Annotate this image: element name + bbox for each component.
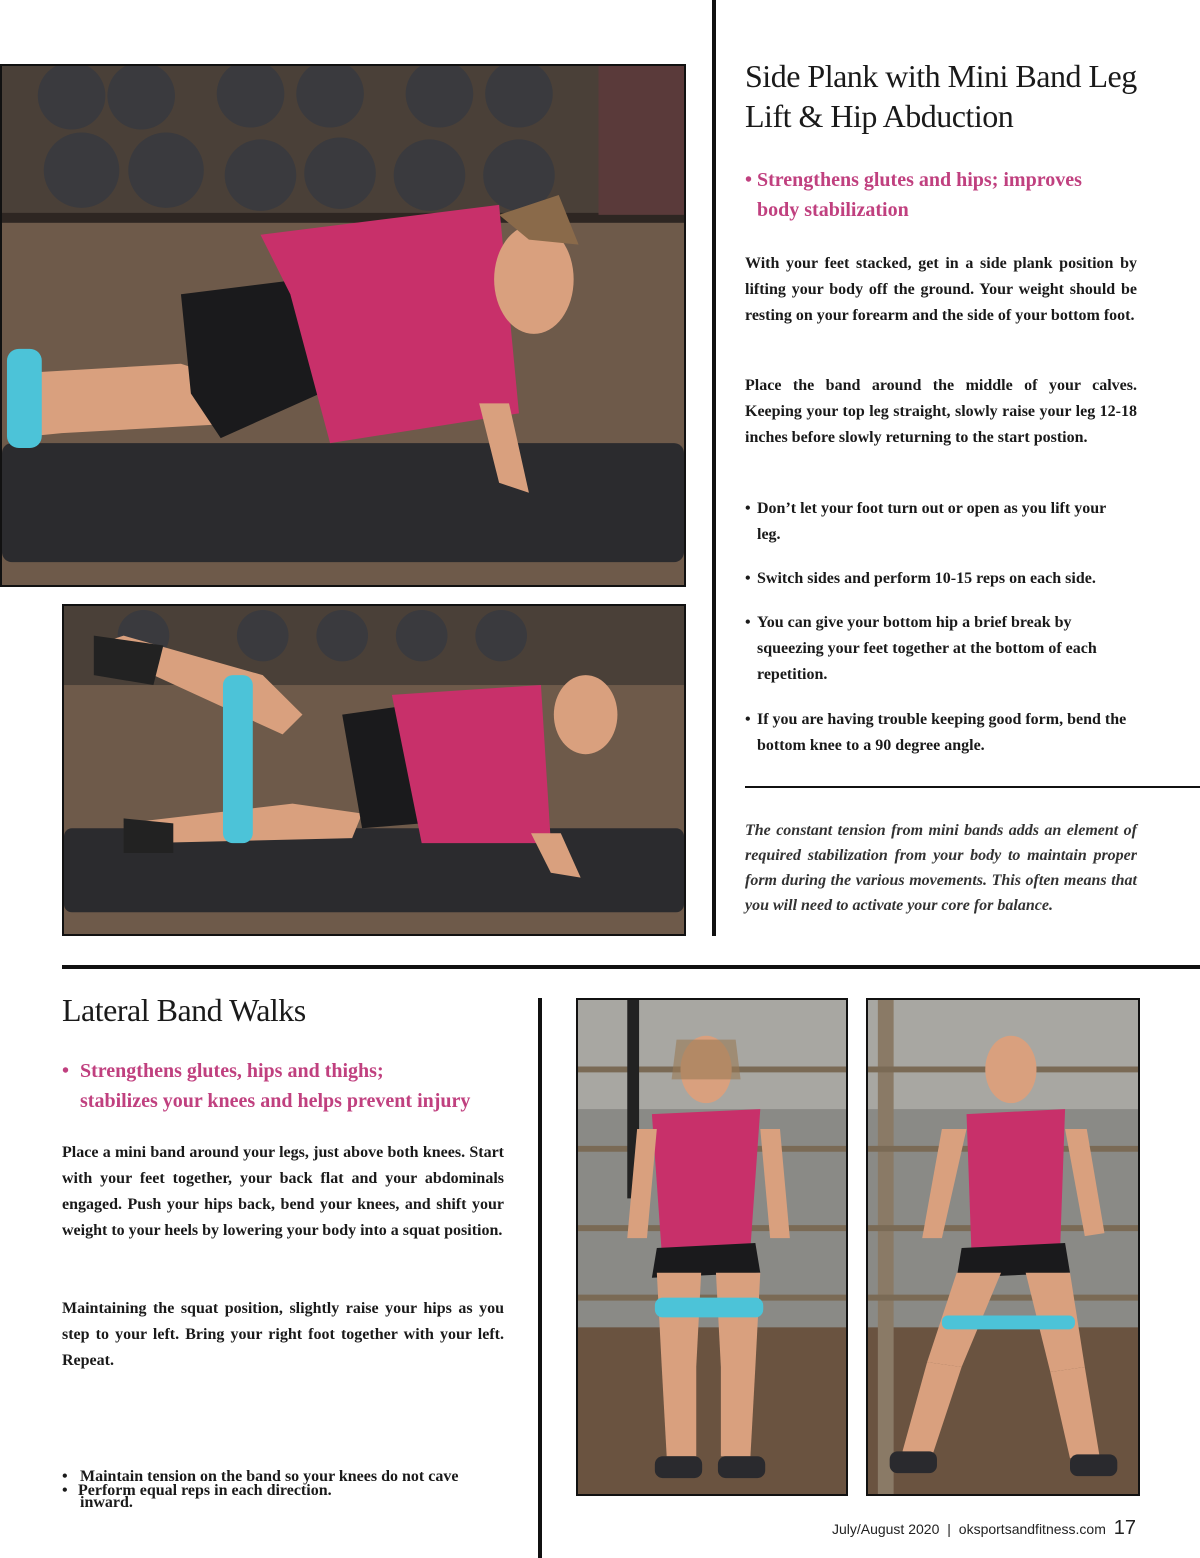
bullet-dot: • <box>62 1482 68 1499</box>
side-plank-tip-text: You can give your bottom hip a brief break by squeezing your feet together at the bottom of each repetition. <box>757 614 1097 683</box>
bullet-dot: • <box>745 711 751 728</box>
side-plank-tip <box>745 610 1137 688</box>
footer-site: oksportsandfitness.com <box>958 1521 1106 1537</box>
side-plank-tip <box>745 566 1145 592</box>
lateral-walks-benefit-line1: Strengthens glutes, hips and thighs; <box>80 1060 384 1082</box>
bullet-dot: • <box>745 614 751 631</box>
lateral-walk-photo-start <box>576 998 848 1496</box>
side-plank-title <box>745 56 1175 136</box>
side-plank-tip-text: Switch sides and perform 10-15 reps on each side. <box>757 570 1096 587</box>
lateral-walks-instructions-2: Maintaining the squat position, slightly raise your hips as you step to your left. Bring your right foot together with your left. Repeat. <box>62 1300 504 1369</box>
column-divider-top <box>712 0 716 936</box>
bullet-dot: • <box>745 500 751 517</box>
note-divider <box>745 786 1200 788</box>
lateral-walks-tip-text: Perform equal reps in each direction. <box>78 1482 332 1499</box>
footer-issue: July/August 2020 <box>831 1521 940 1537</box>
side-plank-benefit-line1: Strengthens glutes and hips; improves <box>757 169 1082 191</box>
lateral-walk-photo-step <box>866 998 1140 1496</box>
lateral-walks-tip <box>62 1478 504 1504</box>
bullet-dot: • <box>62 1060 70 1082</box>
bullet-dot: • <box>62 1468 68 1485</box>
side-plank-benefit-line2: body stabilization <box>757 199 909 221</box>
side-plank-title-line1: Side Plank with Mini Band Leg <box>745 58 1137 94</box>
side-plank-instructions-2: Place the band around the middle of your calves. Keeping your top leg straight, slowly raise your leg 12-18 inches before slowly returning to the start postion. <box>745 377 1137 446</box>
lateral-walks-benefit-line2: stabilizes your knees and helps prevent injury <box>80 1090 471 1112</box>
side-plank-photo-start <box>0 64 686 587</box>
side-plank-instructions-1: With your feet stacked, get in a side plank position by lifting your body off the ground. Your weight should be resting on your forearm and the side of your bottom foot. <box>745 255 1137 324</box>
lateral-walks-benefit <box>62 1056 522 1116</box>
side-plank-tip-text: Don’t let your foot turn out or open as you lift your leg. <box>757 500 1106 543</box>
side-plank-title-line2: Lift & Hip Abduction <box>745 98 1014 134</box>
bullet-dot: • <box>745 570 751 587</box>
lateral-walks-tip-text: Maintain tension on the band so your knees do not cave inward. <box>80 1468 459 1511</box>
bullet-dot: • <box>745 169 753 191</box>
column-divider-bottom <box>538 998 542 1558</box>
lateral-walks-instructions-1: Place a mini band around your legs, just above both knees. Start with your feet together, your back flat and your abdominals engaged. Push your hips back, bend your knees, and shift your weight to your heels by lowering your body into a squat position. <box>62 1144 504 1239</box>
side-plank-photo-lift <box>62 604 686 936</box>
side-plank-tip <box>745 496 1137 548</box>
section-divider <box>62 965 1200 969</box>
page-number: 17 <box>1113 1517 1136 1539</box>
page-footer <box>832 1517 1136 1540</box>
footer-separator: | <box>947 1521 951 1537</box>
side-plank-benefit <box>745 165 1165 225</box>
side-plank-note: The constant tension from mini bands adds an element of required stabilization from your body to maintain proper form during the various movements. This often means that you will need to activate your core for balance. <box>745 822 1137 914</box>
side-plank-tip-text: If you are having trouble keeping good form, bend the bottom knee to a 90 degree angle. <box>757 711 1127 754</box>
side-plank-tip <box>745 707 1137 759</box>
lateral-walks-title: Lateral Band Walks <box>62 992 306 1028</box>
